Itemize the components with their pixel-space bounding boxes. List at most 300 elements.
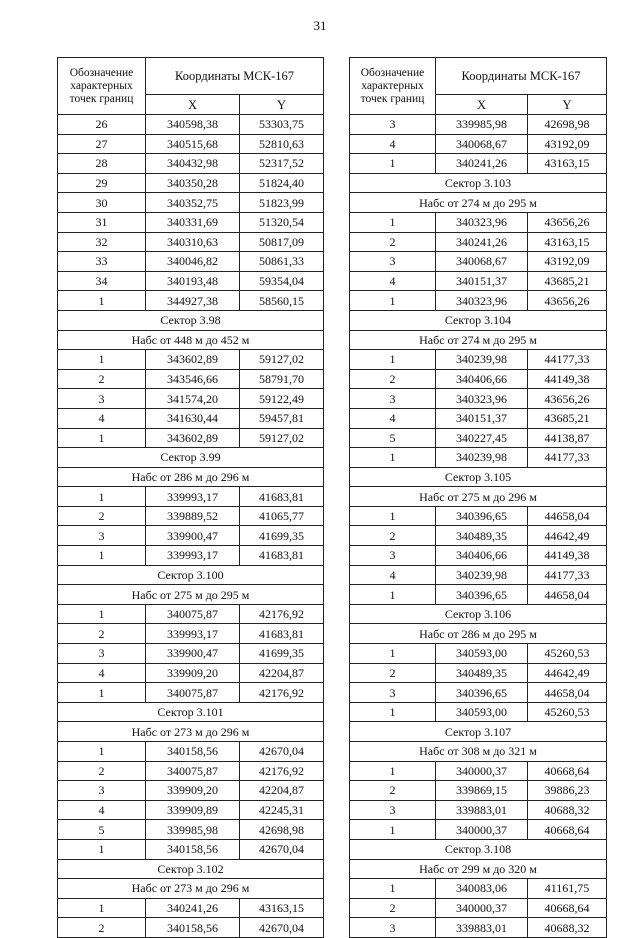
point-id-cell: 2 <box>350 369 436 389</box>
table-row <box>350 526 607 546</box>
table-row <box>58 918 324 938</box>
section-label: Набс от 286 м до 295 м <box>350 624 607 644</box>
x-coordinate-cell: 339993,17 <box>146 624 240 644</box>
header-y: Y <box>528 95 607 115</box>
section-row <box>350 173 607 193</box>
y-coordinate-cell: 41683,81 <box>240 487 324 507</box>
table-row <box>350 585 607 605</box>
section-row <box>58 879 324 899</box>
x-coordinate-cell: 339909,20 <box>146 663 240 683</box>
table-row <box>58 428 324 448</box>
x-coordinate-cell: 339909,89 <box>146 800 240 820</box>
point-id-cell: 34 <box>58 271 146 291</box>
point-id-cell: 4 <box>350 134 436 154</box>
y-coordinate-cell: 42245,31 <box>240 800 324 820</box>
table-row <box>58 781 324 801</box>
point-id-cell: 1 <box>58 742 146 762</box>
x-coordinate-cell: 339900,47 <box>146 526 240 546</box>
section-label: Набс от 273 м до 296 м <box>58 879 324 899</box>
x-coordinate-cell: 340323,96 <box>436 389 528 409</box>
y-coordinate-cell: 40668,64 <box>528 898 607 918</box>
x-coordinate-cell: 340241,26 <box>146 898 240 918</box>
point-id-cell: 3 <box>350 115 436 135</box>
y-coordinate-cell: 44642,49 <box>528 663 607 683</box>
y-coordinate-cell: 42176,92 <box>240 683 324 703</box>
point-id-cell: 1 <box>350 350 436 370</box>
section-label: Набс от 299 м до 320 м <box>350 859 607 879</box>
table-row <box>350 898 607 918</box>
x-coordinate-cell: 339985,98 <box>436 115 528 135</box>
y-coordinate-cell: 41161,75 <box>528 879 607 899</box>
point-id-cell: 1 <box>58 428 146 448</box>
y-coordinate-cell: 42670,04 <box>240 918 324 938</box>
table-row <box>350 506 607 526</box>
x-coordinate-cell: 343602,89 <box>146 428 240 448</box>
y-coordinate-cell: 44149,38 <box>528 546 607 566</box>
point-id-cell: 1 <box>350 585 436 605</box>
point-id-cell: 1 <box>58 546 146 566</box>
table-row <box>58 487 324 507</box>
table-row <box>58 546 324 566</box>
point-id-cell: 30 <box>58 193 146 213</box>
table-row <box>58 663 324 683</box>
table-row <box>350 683 607 703</box>
point-id-cell: 1 <box>58 487 146 507</box>
y-coordinate-cell: 58791,70 <box>240 369 324 389</box>
x-coordinate-cell: 341574,20 <box>146 389 240 409</box>
table-row <box>350 761 607 781</box>
point-id-cell: 2 <box>58 369 146 389</box>
x-coordinate-cell: 340323,96 <box>436 212 528 232</box>
point-id-cell: 4 <box>58 663 146 683</box>
section-label: Набс от 275 м до 296 м <box>350 487 607 507</box>
y-coordinate-cell: 51320,54 <box>240 212 324 232</box>
point-id-cell: 1 <box>58 683 146 703</box>
section-label: Сектор 3.101 <box>58 702 324 722</box>
section-row <box>58 702 324 722</box>
point-id-cell: 3 <box>350 918 436 938</box>
section-label: Набс от 274 м до 295 м <box>350 193 607 213</box>
point-id-cell: 1 <box>350 820 436 840</box>
table-row <box>350 702 607 722</box>
table-row <box>58 193 324 213</box>
point-id-cell: 2 <box>350 526 436 546</box>
y-coordinate-cell: 40688,32 <box>528 918 607 938</box>
y-coordinate-cell: 41065,77 <box>240 506 324 526</box>
point-id-cell: 4 <box>58 800 146 820</box>
x-coordinate-cell: 343602,89 <box>146 350 240 370</box>
point-id-cell: 3 <box>350 252 436 272</box>
x-coordinate-cell: 340158,56 <box>146 918 240 938</box>
x-coordinate-cell: 340075,87 <box>146 761 240 781</box>
table-row <box>58 350 324 370</box>
table-row <box>58 369 324 389</box>
x-coordinate-cell: 340075,87 <box>146 683 240 703</box>
table-row <box>58 252 324 272</box>
table-row <box>350 879 607 899</box>
table-row <box>58 134 324 154</box>
section-label: Набс от 275 м до 295 м <box>58 585 324 605</box>
y-coordinate-cell: 45260,53 <box>528 644 607 664</box>
point-id-cell: 26 <box>58 115 146 135</box>
header-points: Обозначение характерных точек границ <box>58 58 146 115</box>
x-coordinate-cell: 340241,26 <box>436 232 528 252</box>
x-coordinate-cell: 339883,01 <box>436 800 528 820</box>
section-row <box>58 310 324 330</box>
y-coordinate-cell: 51824,40 <box>240 173 324 193</box>
x-coordinate-cell: 340432,98 <box>146 154 240 174</box>
x-coordinate-cell: 340598,38 <box>146 115 240 135</box>
y-coordinate-cell: 59127,02 <box>240 428 324 448</box>
table-row <box>350 389 607 409</box>
section-label: Набс от 273 м до 296 м <box>58 722 324 742</box>
y-coordinate-cell: 39886,23 <box>528 781 607 801</box>
y-coordinate-cell: 42204,87 <box>240 663 324 683</box>
y-coordinate-cell: 45260,53 <box>528 702 607 722</box>
x-coordinate-cell: 340310,63 <box>146 232 240 252</box>
y-coordinate-cell: 42698,98 <box>240 820 324 840</box>
y-coordinate-cell: 43163,15 <box>240 898 324 918</box>
x-coordinate-cell: 340239,98 <box>436 448 528 468</box>
section-label: Набс от 286 м до 296 м <box>58 467 324 487</box>
y-coordinate-cell: 42204,87 <box>240 781 324 801</box>
y-coordinate-cell: 44177,33 <box>528 565 607 585</box>
x-coordinate-cell: 339985,98 <box>146 820 240 840</box>
point-id-cell: 4 <box>58 408 146 428</box>
point-id-cell: 3 <box>58 644 146 664</box>
y-coordinate-cell: 43192,09 <box>528 134 607 154</box>
section-row <box>350 742 607 762</box>
section-label: Сектор 3.99 <box>58 448 324 468</box>
table-row <box>350 271 607 291</box>
table-row <box>58 173 324 193</box>
table-row <box>350 644 607 664</box>
table-row <box>58 624 324 644</box>
point-id-cell: 1 <box>58 291 146 311</box>
x-coordinate-cell: 344927,38 <box>146 291 240 311</box>
x-coordinate-cell: 340350,28 <box>146 173 240 193</box>
section-row <box>350 193 607 213</box>
y-coordinate-cell: 40668,64 <box>528 761 607 781</box>
y-coordinate-cell: 43685,21 <box>528 271 607 291</box>
x-coordinate-cell: 340323,96 <box>436 291 528 311</box>
table-row <box>350 232 607 252</box>
table-row <box>350 820 607 840</box>
y-coordinate-cell: 58560,15 <box>240 291 324 311</box>
section-label: Сектор 3.108 <box>350 839 607 859</box>
point-id-cell: 1 <box>350 644 436 664</box>
x-coordinate-cell: 340151,37 <box>436 271 528 291</box>
point-id-cell: 1 <box>350 448 436 468</box>
y-coordinate-cell: 42670,04 <box>240 742 324 762</box>
section-row <box>350 467 607 487</box>
point-id-cell: 1 <box>58 898 146 918</box>
x-coordinate-cell: 340396,65 <box>436 506 528 526</box>
y-coordinate-cell: 44177,33 <box>528 448 607 468</box>
x-coordinate-cell: 340406,66 <box>436 369 528 389</box>
y-coordinate-cell: 43192,09 <box>528 252 607 272</box>
y-coordinate-cell: 43656,26 <box>528 212 607 232</box>
header-x: X <box>146 95 240 115</box>
x-coordinate-cell: 340068,67 <box>436 252 528 272</box>
section-label: Сектор 3.103 <box>350 173 607 193</box>
y-coordinate-cell: 40668,64 <box>528 820 607 840</box>
y-coordinate-cell: 50861,33 <box>240 252 324 272</box>
section-row <box>350 859 607 879</box>
section-label: Сектор 3.107 <box>350 722 607 742</box>
x-coordinate-cell: 339909,20 <box>146 781 240 801</box>
x-coordinate-cell: 340000,37 <box>436 898 528 918</box>
section-label: Набс от 308 м до 321 м <box>350 742 607 762</box>
point-id-cell: 4 <box>350 565 436 585</box>
x-coordinate-cell: 340151,37 <box>436 408 528 428</box>
point-id-cell: 3 <box>58 526 146 546</box>
point-id-cell: 3 <box>58 781 146 801</box>
y-coordinate-cell: 41683,81 <box>240 546 324 566</box>
x-coordinate-cell: 340593,00 <box>436 702 528 722</box>
point-id-cell: 3 <box>58 389 146 409</box>
y-coordinate-cell: 44658,04 <box>528 585 607 605</box>
point-id-cell: 1 <box>58 604 146 624</box>
table-row <box>58 761 324 781</box>
section-row <box>350 839 607 859</box>
y-coordinate-cell: 42670,04 <box>240 839 324 859</box>
y-coordinate-cell: 59127,02 <box>240 350 324 370</box>
x-coordinate-cell: 343546,66 <box>146 369 240 389</box>
table-row <box>58 742 324 762</box>
table-row <box>58 526 324 546</box>
y-coordinate-cell: 41683,81 <box>240 624 324 644</box>
y-coordinate-cell: 50817,09 <box>240 232 324 252</box>
table-row <box>58 506 324 526</box>
table-body-right <box>350 115 607 938</box>
section-row <box>58 330 324 350</box>
header-x: X <box>436 95 528 115</box>
y-coordinate-cell: 41699,35 <box>240 526 324 546</box>
x-coordinate-cell: 340046,82 <box>146 252 240 272</box>
y-coordinate-cell: 59457,81 <box>240 408 324 428</box>
point-id-cell: 2 <box>350 781 436 801</box>
y-coordinate-cell: 43656,26 <box>528 291 607 311</box>
y-coordinate-cell: 44642,49 <box>528 526 607 546</box>
point-id-cell: 3 <box>350 800 436 820</box>
table-row <box>58 291 324 311</box>
section-row <box>58 565 324 585</box>
point-id-cell: 1 <box>350 291 436 311</box>
x-coordinate-cell: 340000,37 <box>436 820 528 840</box>
y-coordinate-cell: 43656,26 <box>528 389 607 409</box>
point-id-cell: 27 <box>58 134 146 154</box>
section-label: Сектор 3.104 <box>350 310 607 330</box>
table-row <box>58 683 324 703</box>
point-id-cell: 32 <box>58 232 146 252</box>
table-row <box>58 271 324 291</box>
x-coordinate-cell: 340000,37 <box>436 761 528 781</box>
point-id-cell: 4 <box>350 271 436 291</box>
section-row <box>58 859 324 879</box>
point-id-cell: 33 <box>58 252 146 272</box>
table-row <box>58 839 324 859</box>
y-coordinate-cell: 44138,87 <box>528 428 607 448</box>
table-row <box>58 212 324 232</box>
point-id-cell: 5 <box>350 428 436 448</box>
point-id-cell: 5 <box>58 820 146 840</box>
point-id-cell: 1 <box>58 350 146 370</box>
x-coordinate-cell: 340515,68 <box>146 134 240 154</box>
y-coordinate-cell: 52317,52 <box>240 154 324 174</box>
section-label: Набс от 274 м до 295 м <box>350 330 607 350</box>
y-coordinate-cell: 43685,21 <box>528 408 607 428</box>
x-coordinate-cell: 339900,47 <box>146 644 240 664</box>
x-coordinate-cell: 340489,35 <box>436 663 528 683</box>
y-coordinate-cell: 44658,04 <box>528 683 607 703</box>
section-row <box>350 624 607 644</box>
table-row <box>350 154 607 174</box>
x-coordinate-cell: 339993,17 <box>146 487 240 507</box>
x-coordinate-cell: 340227,45 <box>436 428 528 448</box>
section-label: Сектор 3.100 <box>58 565 324 585</box>
table-row <box>350 252 607 272</box>
x-coordinate-cell: 340239,98 <box>436 350 528 370</box>
x-coordinate-cell: 340241,26 <box>436 154 528 174</box>
section-row <box>350 310 607 330</box>
x-coordinate-cell: 340193,48 <box>146 271 240 291</box>
section-row <box>350 487 607 507</box>
x-coordinate-cell: 339993,17 <box>146 546 240 566</box>
x-coordinate-cell: 340396,65 <box>436 683 528 703</box>
point-id-cell: 1 <box>350 879 436 899</box>
header-y: Y <box>240 95 324 115</box>
x-coordinate-cell: 341630,44 <box>146 408 240 428</box>
table-row <box>58 800 324 820</box>
section-row <box>350 330 607 350</box>
section-row <box>58 722 324 742</box>
x-coordinate-cell: 340352,75 <box>146 193 240 213</box>
x-coordinate-cell: 340158,56 <box>146 839 240 859</box>
section-row <box>58 585 324 605</box>
y-coordinate-cell: 43163,15 <box>528 232 607 252</box>
x-coordinate-cell: 339889,52 <box>146 506 240 526</box>
point-id-cell: 1 <box>350 154 436 174</box>
y-coordinate-cell: 51823,99 <box>240 193 324 213</box>
table-row <box>350 781 607 801</box>
table-row <box>350 565 607 585</box>
table-row <box>350 428 607 448</box>
x-coordinate-cell: 339869,15 <box>436 781 528 801</box>
point-id-cell: 29 <box>58 173 146 193</box>
section-label: Сектор 3.105 <box>350 467 607 487</box>
coordinates-table-left <box>57 57 324 938</box>
table-row <box>350 134 607 154</box>
y-coordinate-cell: 53303,75 <box>240 115 324 135</box>
header-points: Обозначение характерных точек границ <box>350 58 436 115</box>
x-coordinate-cell: 339883,01 <box>436 918 528 938</box>
section-label: Сектор 3.98 <box>58 310 324 330</box>
y-coordinate-cell: 42176,92 <box>240 761 324 781</box>
y-coordinate-cell: 52810,63 <box>240 134 324 154</box>
table-row <box>58 408 324 428</box>
x-coordinate-cell: 340083,06 <box>436 879 528 899</box>
point-id-cell: 1 <box>350 212 436 232</box>
point-id-cell: 1 <box>58 839 146 859</box>
table-body-left <box>58 115 324 938</box>
table-row <box>58 604 324 624</box>
x-coordinate-cell: 340068,67 <box>436 134 528 154</box>
point-id-cell: 2 <box>58 624 146 644</box>
table-row <box>350 918 607 938</box>
section-row <box>350 722 607 742</box>
point-id-cell: 28 <box>58 154 146 174</box>
point-id-cell: 2 <box>58 918 146 938</box>
table-row <box>350 212 607 232</box>
y-coordinate-cell: 59122,49 <box>240 389 324 409</box>
section-label: Набс от 448 м до 452 м <box>58 330 324 350</box>
y-coordinate-cell: 43163,15 <box>528 154 607 174</box>
y-coordinate-cell: 44149,38 <box>528 369 607 389</box>
x-coordinate-cell: 340489,35 <box>436 526 528 546</box>
x-coordinate-cell: 340396,65 <box>436 585 528 605</box>
x-coordinate-cell: 340158,56 <box>146 742 240 762</box>
section-label: Сектор 3.102 <box>58 859 324 879</box>
header-coordinate-system: Координаты МСК-167 <box>436 58 607 95</box>
point-id-cell: 2 <box>350 232 436 252</box>
table-row <box>350 291 607 311</box>
y-coordinate-cell: 59354,04 <box>240 271 324 291</box>
table-row <box>350 800 607 820</box>
point-id-cell: 2 <box>58 506 146 526</box>
y-coordinate-cell: 42698,98 <box>528 115 607 135</box>
point-id-cell: 2 <box>350 898 436 918</box>
table-row <box>58 898 324 918</box>
point-id-cell: 3 <box>350 389 436 409</box>
table-row <box>58 644 324 664</box>
y-coordinate-cell: 41699,35 <box>240 644 324 664</box>
section-row <box>58 448 324 468</box>
table-row <box>350 115 607 135</box>
y-coordinate-cell: 44658,04 <box>528 506 607 526</box>
table-row <box>58 820 324 840</box>
point-id-cell: 2 <box>350 663 436 683</box>
table-row <box>350 448 607 468</box>
table-row <box>350 350 607 370</box>
table-row <box>58 232 324 252</box>
x-coordinate-cell: 340593,00 <box>436 644 528 664</box>
point-id-cell: 31 <box>58 212 146 232</box>
section-label: Сектор 3.106 <box>350 604 607 624</box>
point-id-cell: 3 <box>350 546 436 566</box>
table-row <box>350 408 607 428</box>
table-row <box>58 154 324 174</box>
x-coordinate-cell: 340239,98 <box>436 565 528 585</box>
coordinates-table-right <box>349 57 607 938</box>
x-coordinate-cell: 340075,87 <box>146 604 240 624</box>
table-row <box>350 546 607 566</box>
point-id-cell: 1 <box>350 761 436 781</box>
y-coordinate-cell: 40688,32 <box>528 800 607 820</box>
table-row <box>350 663 607 683</box>
table-row <box>58 389 324 409</box>
section-row <box>350 604 607 624</box>
table-row <box>350 369 607 389</box>
x-coordinate-cell: 340406,66 <box>436 546 528 566</box>
y-coordinate-cell: 42176,92 <box>240 604 324 624</box>
page-number: 31 <box>313 18 327 33</box>
y-coordinate-cell: 44177,33 <box>528 350 607 370</box>
point-id-cell: 1 <box>350 506 436 526</box>
point-id-cell: 1 <box>350 702 436 722</box>
section-row <box>58 467 324 487</box>
header-coordinate-system: Координаты МСК-167 <box>146 58 324 95</box>
